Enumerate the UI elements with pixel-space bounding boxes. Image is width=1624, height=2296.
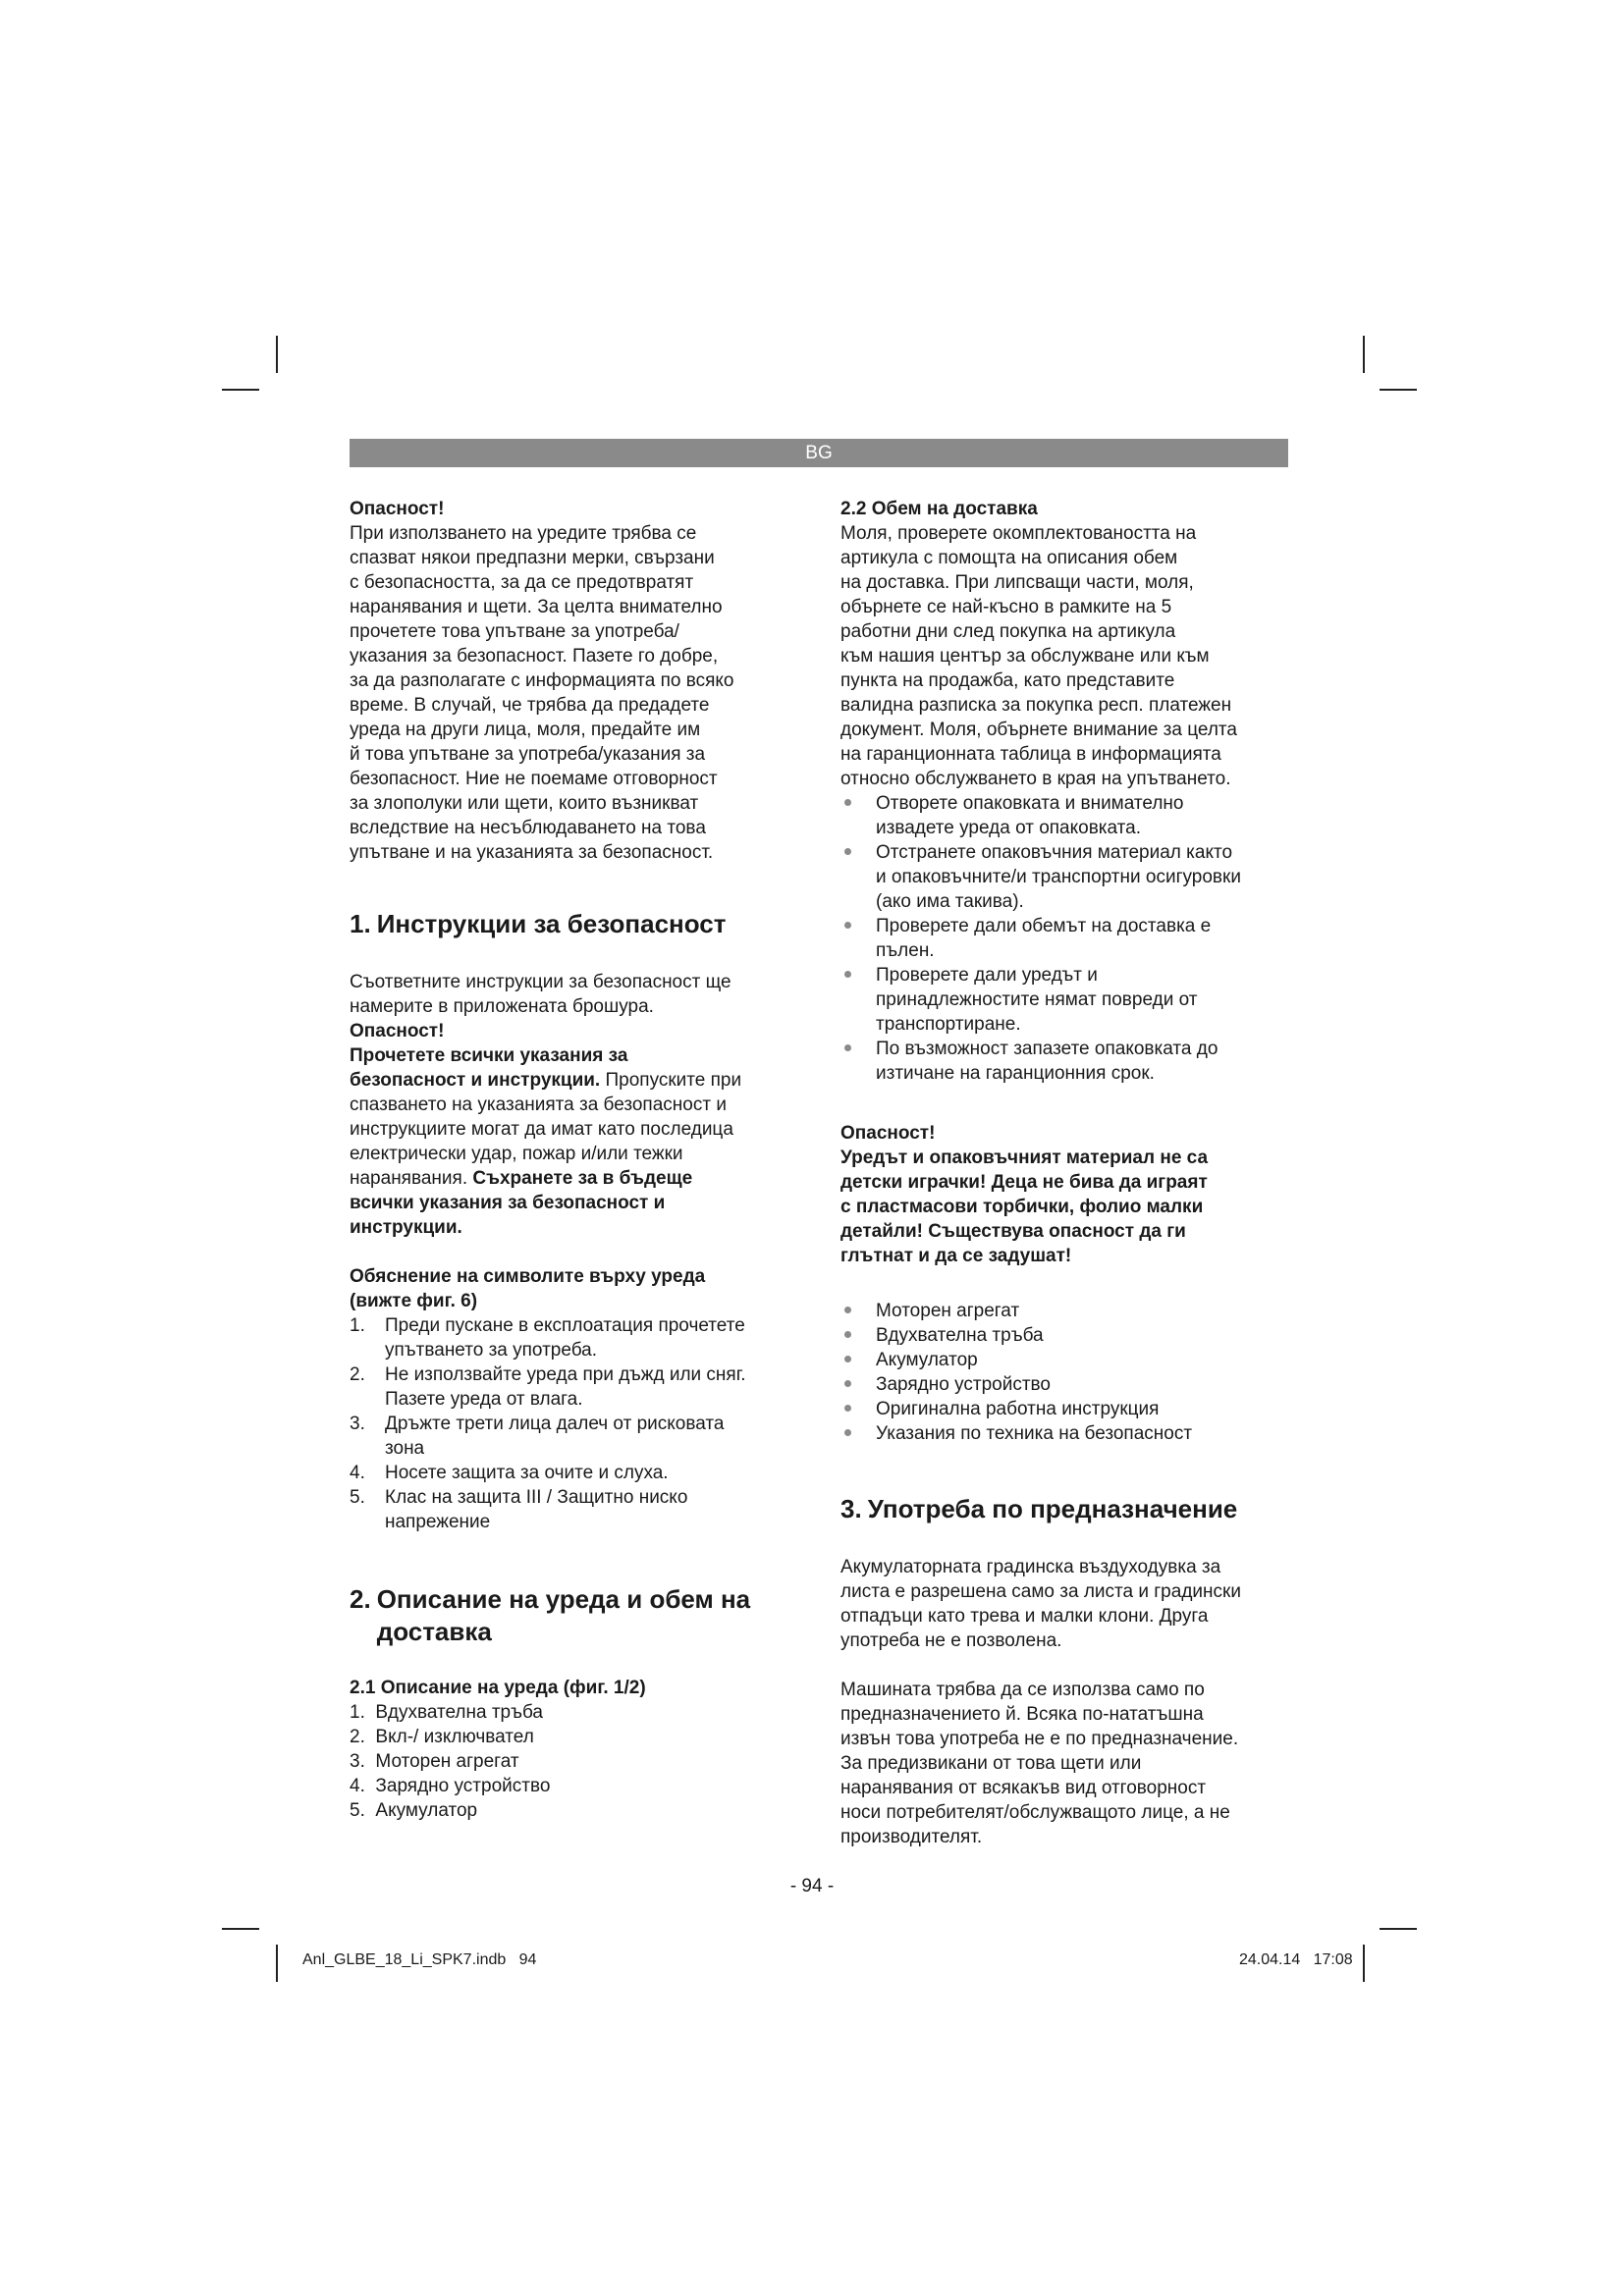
list-item: 1. Вдухвателна тръба: [350, 1702, 543, 1723]
list-item: [350, 1485, 797, 1534]
text-line: валидна разписка за покупка респ. платежен: [840, 695, 1232, 716]
text-line: за да разполагате с информацията по всяко: [350, 670, 734, 691]
bullet-icon: [844, 1429, 851, 1436]
bullet-icon: [844, 971, 851, 978]
text-line: на гаранционната таблица в информацията: [840, 744, 1221, 765]
section-number: 1.: [350, 909, 371, 938]
list-item: [350, 1362, 797, 1412]
text-line: електрически удар, пожар и/или тежки: [350, 1144, 683, 1164]
crop-mark: [1380, 1928, 1417, 1930]
subsection-title: 2.2 Обем на доставка: [840, 499, 1038, 519]
text-line: употреба не е позволена.: [840, 1630, 1062, 1651]
section-3-body: [840, 1555, 1288, 1849]
section-2-1: [350, 1676, 797, 1823]
print-date: 24.04.14 17:08: [1239, 1951, 1353, 1968]
text-line: Акумулатор: [876, 1350, 978, 1370]
text-line: артикула с помощта на описания обем: [840, 548, 1178, 568]
danger-title: Опасност!: [840, 1123, 936, 1144]
text-line: отпадъци като трева и малки клони. Друга: [840, 1606, 1209, 1627]
text-line: време. В случай, че трябва да предадете: [350, 695, 710, 716]
bold-text: Съхранете за в бъдеще: [472, 1168, 693, 1189]
delivery-text: [840, 521, 1288, 791]
delivery-checklist: [840, 791, 1288, 1086]
plain-text: наранявания.: [350, 1168, 473, 1189]
text-line: Указания по техника на безопасност: [876, 1423, 1193, 1444]
list-item: [840, 840, 1288, 914]
list-item: [840, 1348, 1288, 1372]
list-item: [840, 963, 1288, 1037]
section-1-body: [350, 970, 797, 1240]
plain-text: Пропуските при: [600, 1070, 742, 1091]
text-line: [350, 1166, 797, 1191]
danger-title: Опасност!: [350, 1021, 445, 1041]
text-line: всички указания за безопасност и: [350, 1193, 666, 1213]
text-line: с безопасността, за да се предотвратят: [350, 572, 694, 593]
text-line: на доставка. При липсващи части, моля,: [840, 572, 1194, 593]
bullet-icon: [844, 1044, 851, 1051]
text-line: извадете уреда от опаковката.: [876, 818, 1142, 838]
text-line: Акумулаторната градинска въздуходувка за: [840, 1557, 1221, 1577]
crop-mark: [276, 1945, 278, 1982]
text-line: листа е разрешена само за листа и градински: [840, 1581, 1241, 1602]
text-line: Дръжте трети лица далеч от рисковата: [385, 1414, 725, 1434]
text-line: Пазете уреда от влага.: [385, 1389, 583, 1410]
text-line: Отворете опаковката и внимателно: [876, 793, 1184, 814]
text-line: предназначението й. Всяка по-нататъшна: [840, 1704, 1204, 1725]
text-line: Проверете дали уредът и: [876, 965, 1098, 986]
language-code: BG: [805, 442, 833, 463]
crop-mark: [222, 389, 259, 391]
item-number: 1.: [350, 1315, 365, 1336]
text-line: за злополуки или щети, които възникват: [350, 793, 699, 814]
bullet-icon: [844, 799, 851, 806]
text-line: към нашия център за обслужване или към: [840, 646, 1210, 667]
item-number: 3.: [350, 1414, 365, 1434]
text-line: спазват някои предпазни мерки, свързани: [350, 548, 715, 568]
text-line: Уредът и опаковъчният материал не са: [840, 1148, 1209, 1168]
text-line: вследствие на несъблюдаването на това: [350, 818, 706, 838]
text-line: документ. Моля, обърнете внимание за целта: [840, 720, 1237, 740]
bold-text: безопасност и инструкции.: [350, 1070, 601, 1091]
language-header-bar: [350, 439, 1288, 467]
text-line: прочетете това упътване за употреба/: [350, 621, 679, 642]
text-line: й това упътване за употреба/указания за: [350, 744, 706, 765]
bullet-icon: [844, 1356, 851, 1362]
text-line: относно обслужването в края на упътването.: [840, 769, 1231, 789]
section-3-heading: [840, 1493, 1288, 1525]
text-line: детски играчки! Деца не бива да играят: [840, 1172, 1208, 1193]
text-line: Вдухвателна тръба: [876, 1325, 1044, 1346]
text-line: изтичане на гаранционния срок.: [876, 1063, 1155, 1084]
text-line: Машината трябва да се използва само по: [840, 1680, 1205, 1700]
text-line: производителят.: [840, 1827, 983, 1847]
crop-mark: [1380, 389, 1417, 391]
left-column: [350, 497, 797, 1823]
text-line: Зарядно устройство: [876, 1374, 1051, 1395]
text-line: Прочетете всички указания за: [350, 1045, 628, 1066]
text-line: упътване и на указанията за безопасност.: [350, 842, 714, 863]
section-number: 2.: [350, 1584, 371, 1614]
text-line: работни дни след покупка на артикула: [840, 621, 1176, 642]
text-line: напрежение: [385, 1512, 491, 1532]
danger-title: Опасност!: [350, 499, 445, 519]
crop-mark: [1363, 1945, 1365, 1982]
symbols-title: (вижте фиг. 6): [350, 1291, 478, 1311]
text-line: спазването на указанията за безопасност и: [350, 1095, 727, 1115]
text-line: безопасност. Ние не поемаме отговорност: [350, 769, 718, 789]
bullet-icon: [844, 1405, 851, 1412]
text-line: [350, 1068, 797, 1093]
text-line: Преди пускане в експлоатация прочетете: [385, 1315, 745, 1336]
item-number: 2.: [350, 1364, 365, 1385]
text-line: Клас на защита III / Защитно ниско: [385, 1487, 688, 1508]
list-item: 4. Зарядно устройство: [350, 1776, 551, 1796]
text-line: указания за безопасност. Пазете го добре,: [350, 646, 719, 667]
right-column: [840, 497, 1288, 1849]
text-line: и опаковъчните/и транспортни осигуровки: [876, 867, 1241, 887]
crop-mark: [276, 336, 278, 373]
page-number: - 94 -: [789, 1876, 835, 1896]
text-line: Съответните инструкции за безопасност ще: [350, 972, 731, 992]
text-line: глътнат и да се задушат!: [840, 1246, 1072, 1266]
list-item: [840, 1372, 1288, 1397]
list-item: [840, 1421, 1288, 1446]
text-line: пункта на продажба, като представите: [840, 670, 1175, 691]
text-line: Оригинална работна инструкция: [876, 1399, 1160, 1419]
bullet-icon: [844, 1307, 851, 1313]
list-item: [840, 791, 1288, 840]
text-line: намерите в приложената брошура.: [350, 996, 654, 1017]
danger-box: [840, 1121, 1288, 1268]
text-line: При използването на уредите трябва се: [350, 523, 697, 544]
section-number: 3.: [840, 1494, 862, 1523]
section-title: Употреба по предназначение: [867, 1494, 1238, 1523]
section-title: [371, 1583, 750, 1648]
item-number: 4.: [350, 1463, 365, 1483]
section-1-heading: [350, 908, 797, 940]
text-line: Проверете дали обемът на доставка е: [876, 916, 1212, 936]
title-line: доставка: [376, 1617, 492, 1646]
text-line: (ако има такива).: [876, 891, 1024, 912]
bullet-icon: [844, 922, 851, 929]
list-item: [840, 1397, 1288, 1421]
list-item: [840, 1037, 1288, 1086]
list-item: [840, 1299, 1288, 1323]
list-item: [350, 1313, 797, 1362]
text-line: упътването за употреба.: [385, 1340, 597, 1361]
text-line: с пластмасови торбички, фолио малки: [840, 1197, 1204, 1217]
text-line: детайли! Съществува опасност да ги: [840, 1221, 1186, 1242]
text-line: Моля, проверете окомплектоваността на: [840, 523, 1197, 544]
danger-text: [350, 521, 797, 865]
text-line: извън това употреба не е по предназначение.: [840, 1729, 1239, 1749]
title-line: Описание на уреда и обем на: [376, 1584, 751, 1614]
text-line: обърнете се най-късно в рамките на 5: [840, 597, 1172, 617]
list-item: [350, 1461, 797, 1485]
list-item: [840, 914, 1288, 963]
text-line: пълен.: [876, 940, 935, 961]
list-item: [350, 1412, 797, 1461]
text-line: транспортиране.: [876, 1014, 1021, 1035]
text-line: наранявания и щети. За целта внимателно: [350, 597, 723, 617]
list-item: 2. Вкл-/ изключвател: [350, 1727, 534, 1747]
list-item: [840, 1323, 1288, 1348]
text-line: носи потребителят/обслужващото лице, а не: [840, 1802, 1230, 1823]
section-2-heading: [350, 1583, 797, 1648]
symbols-title: Обяснение на символите върху уреда: [350, 1266, 706, 1287]
item-number: 5.: [350, 1487, 365, 1508]
text-line: наранявания от всякакъв вид отговорност: [840, 1778, 1207, 1798]
bullet-icon: [844, 1331, 851, 1338]
text-line: Носете защита за очите и слуха.: [385, 1463, 669, 1483]
section-title: Инструкции за безопасност: [376, 909, 727, 938]
text-line: Моторен агрегат: [876, 1301, 1020, 1321]
text-line: зона: [385, 1438, 425, 1459]
contents-list: [840, 1299, 1288, 1446]
subsection-title: 2.1 Описание на уреда (фиг. 1/2): [350, 1678, 646, 1698]
symbols-list: [350, 1313, 797, 1534]
text-line: инструкциите могат да имат като последица: [350, 1119, 733, 1140]
list-item: 5. Акумулатор: [350, 1800, 478, 1821]
crop-mark: [1363, 336, 1365, 373]
text-line: Не използвайте уреда при дъжд или сняг.: [385, 1364, 746, 1385]
crop-mark: [222, 1928, 259, 1930]
text-line: По възможност запазете опаковката до: [876, 1039, 1218, 1059]
file-info: Anl_GLBE_18_Li_SPK7.indb 94: [302, 1951, 537, 1968]
bullet-icon: [844, 848, 851, 855]
bullet-icon: [844, 1380, 851, 1387]
text-line: принадлежностите нямат повреди от: [876, 989, 1198, 1010]
text-line: Отстранете опаковъчния материал както: [876, 842, 1233, 863]
text-line: За предизвикани от това щети или: [840, 1753, 1142, 1774]
symbols-section: [350, 1264, 797, 1534]
text-line: инструкции.: [350, 1217, 462, 1238]
text-line: уреда на други лица, моля, предайте им: [350, 720, 701, 740]
list-item: 3. Моторен агрегат: [350, 1751, 519, 1772]
